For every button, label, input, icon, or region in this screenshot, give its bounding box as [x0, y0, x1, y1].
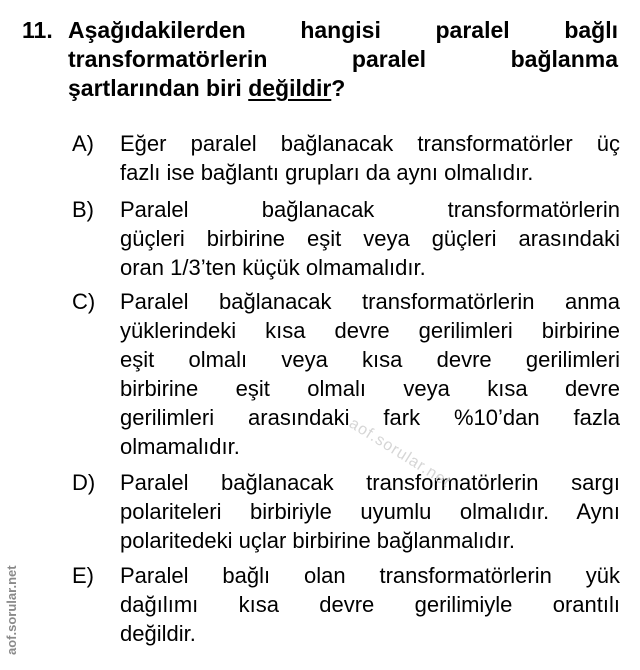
- question-11: [22, 16, 618, 103]
- option-e[interactable]: [72, 561, 620, 648]
- option-c[interactable]: [72, 287, 620, 461]
- option-line: dağılımı kısa devre gerilimiyle orantılı: [120, 592, 620, 617]
- option-line: polariteleri birbiriyle uyumlu olmalıdır. Aynı: [120, 499, 620, 524]
- question-emphasis: değildir: [248, 75, 332, 101]
- option-d[interactable]: [72, 468, 620, 555]
- option-line: Paralel bağlanacak transformatörlerin: [120, 197, 620, 222]
- option-letter: B): [72, 197, 94, 222]
- option-line: olmamalıdır.: [120, 434, 240, 459]
- option-line: yüklerindeki kısa devre gerilimleri birbirine: [120, 318, 620, 343]
- option-line: Eğer paralel bağlanacak transformatörler üç: [120, 131, 620, 156]
- question-line: transformatörlerin paralel bağlanma: [68, 46, 618, 72]
- option-a[interactable]: [72, 129, 620, 187]
- option-text: [120, 195, 620, 282]
- option-line: değildir.: [120, 621, 196, 646]
- question-line-prefix: şartlarından biri: [68, 75, 249, 101]
- option-letter: D): [72, 470, 96, 495]
- option-line: fazlı ise bağlantı grupları da aynı olmalıdır.: [120, 160, 534, 185]
- option-text: [120, 561, 620, 648]
- question-stem: [68, 16, 618, 103]
- watermark-diagonal: aof.sorular.net: [345, 415, 454, 492]
- question-mark: ?: [331, 75, 346, 101]
- option-letter: A): [72, 131, 94, 156]
- question-number: 11.: [22, 17, 53, 43]
- option-letter: C): [72, 289, 96, 314]
- option-line: Paralel bağlanacak transformatörlerin sargı: [120, 470, 620, 495]
- option-line: polaritedeki uçlar birbirine bağlanmalıdır.: [120, 528, 515, 553]
- option-b[interactable]: [72, 195, 620, 282]
- question-line: Aşağıdakilerden hangisi paralel bağlı: [68, 17, 618, 43]
- option-line: Paralel bağlanacak transformatörlerin anma: [120, 289, 620, 314]
- watermark-side: aof.sorular.net: [4, 565, 19, 655]
- option-text: [120, 129, 620, 187]
- option-line: birbirine eşit olmalı veya kısa devre: [120, 376, 620, 401]
- option-line: Paralel bağlı olan transformatörlerin yük: [120, 563, 620, 588]
- question-line: [68, 74, 618, 103]
- option-line: gerilimleri arasındaki fark %10’dan fazla: [120, 405, 620, 430]
- option-text: [120, 468, 620, 555]
- option-line: güçleri birbirine eşit veya güçleri arasındaki: [120, 226, 620, 251]
- option-line: oran 1/3’ten küçük olmamalıdır.: [120, 255, 426, 280]
- option-line: eşit olmalı veya kısa devre gerilimleri: [120, 347, 620, 372]
- option-letter: E): [72, 563, 94, 588]
